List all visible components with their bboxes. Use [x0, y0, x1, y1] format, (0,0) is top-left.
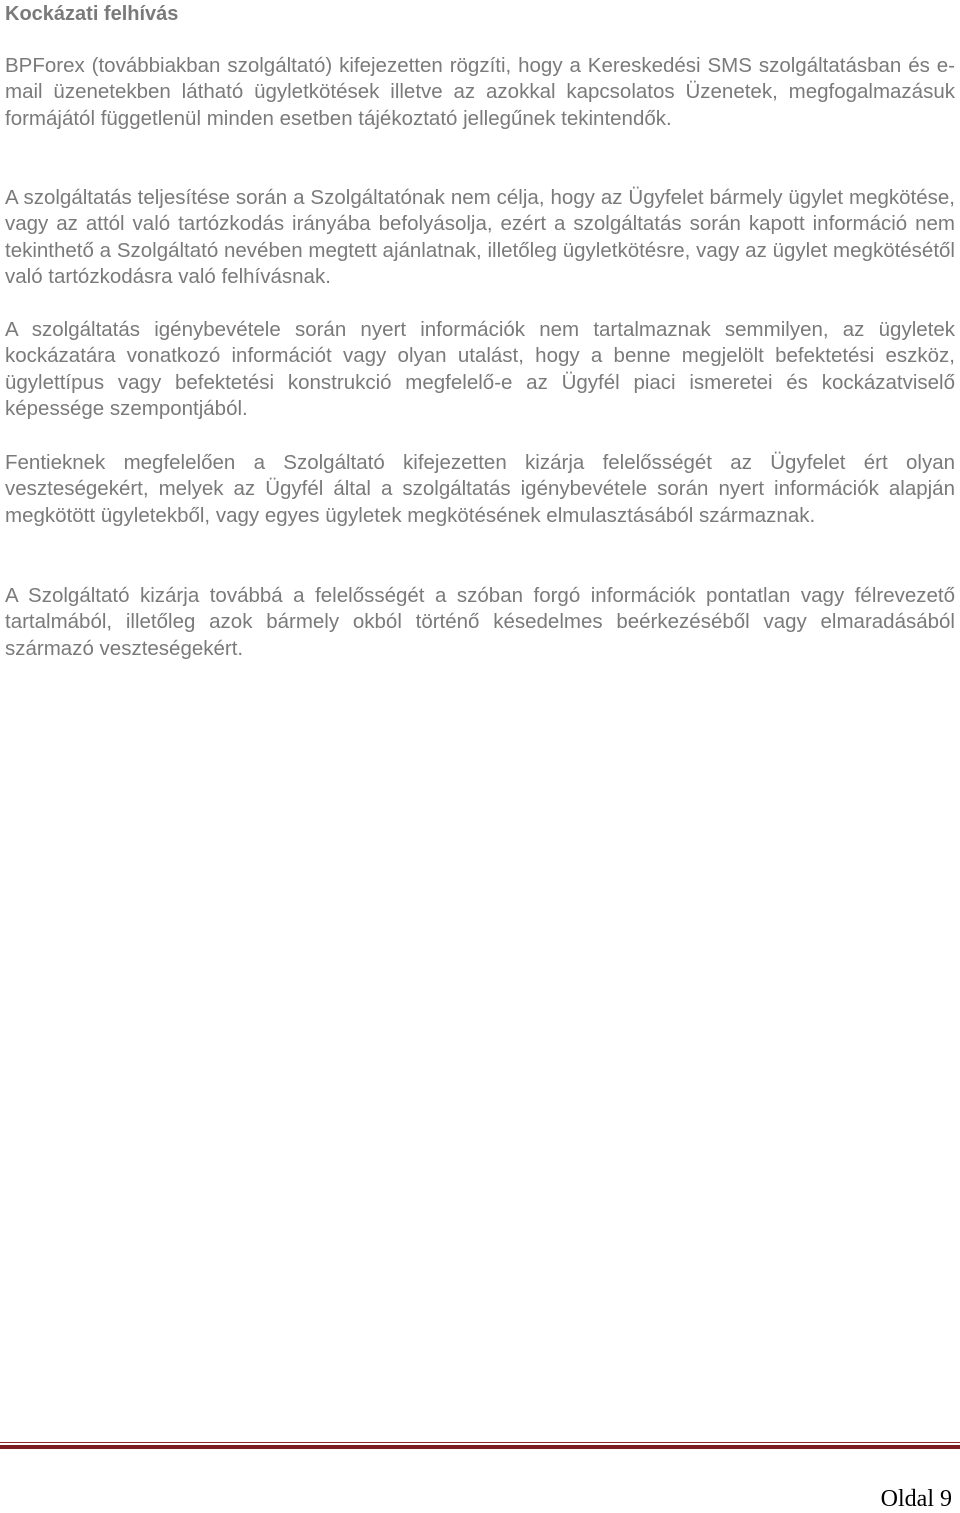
paragraph-no-influence: A szolgáltatás teljesítése során a Szolgáltatónak nem célja, hogy az Ügyfelet bármely ügylet megkötése, vagy az attól való tartózkodás irányába befolyásolja, ezért a szolgáltatás során kapott információ nem tekinthető a Szolgáltató nevében megtett ajánlatnak, illetőleg ügyletkötésre, vagy az ügylet megkötésétől való tartózkodásra való felhívásnak. [5, 186, 955, 289]
footer-divider-thick [0, 1445, 960, 1449]
footer-divider-thin [0, 1442, 960, 1443]
paragraph-no-risk-info: A szolgáltatás igénybevétele során nyert információk nem tartalmaznak semmilyen, az ügyletek kockázatára vonatkozó információt vagy olyan utalást, hogy a benne megjelölt befektetési eszköz, ügylettípus vagy befektetési konstrukció megfelelő-e az Ügyfél piaci ismeretei és kockázatviselő képessége szempontjából. [5, 318, 955, 421]
page-number: Oldal 9 [880, 1486, 952, 1512]
paragraph-liability-exclusion: Fentieknek megfelelően a Szolgáltató kifejezetten kizárja felelősségét az Ügyfelet ért olyan veszteségekért, melyek az Ügyfél által a szolgáltatás igénybevétele során nyert információk alapján megkötött ügyletekből, vagy egyes ügyletek megkötésének elmulasztásából származnak. [5, 451, 955, 527]
paragraph-disclaimer-intro: BPForex (továbbiakban szolgáltató) kifejezetten rögzíti, hogy a Kereskedési SMS szolgáltatásban és e-mail üzenetekben látható ügyletkötések illetve az azokkal kapcsolatos Üzenetek, megfogalmazásuk formájától függetlenül minden esetben tájékoztató jellegűnek tekintendők. [5, 54, 955, 130]
paragraph-inaccuracy-exclusion: A Szolgáltató kizárja továbbá a felelősségét a szóban forgó információk pontatlan vagy félrevezető tartalmából, illetőleg azok bármely okból történő késedelmes beérkezéséből vagy elmaradásából származó veszteségekért. [5, 584, 955, 660]
document-title: Kockázati felhívás [5, 3, 179, 25]
